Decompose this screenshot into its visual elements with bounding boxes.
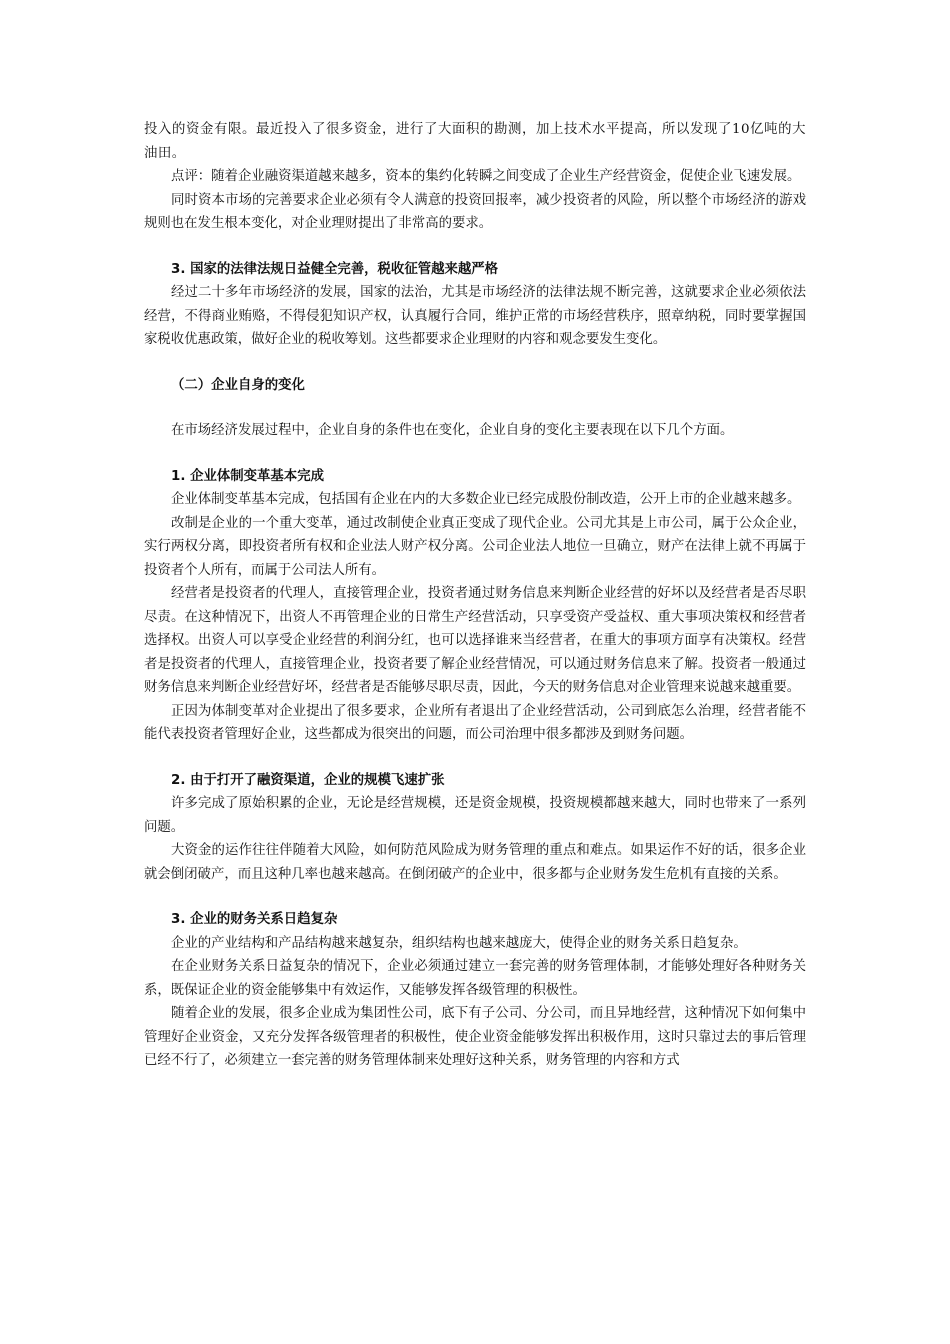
- paragraph-relations-1: 企业的产业结构和产品结构越来越复杂，组织结构也越来越庞大，使得企业的财务关系日趋复杂。: [171, 935, 747, 951]
- paragraph-intro: 在市场经济发展过程中，企业自身的条件也在变化，企业自身的变化主要表现在以下几个方面。: [171, 423, 734, 438]
- heading-reform: 1. 企业体制变革基本完成: [171, 468, 324, 484]
- paragraph-financing-2: 大资金的运作往往伴随着大风险，如何防范风险成为财务管理的重点和难点。如果运作不好的话，很多企业就会倒闭破产，而且这种几率也越来越高。在倒闭破产的企业中，很多都与企业财务发生危机有直接的关系。: [144, 843, 806, 882]
- spacer: [144, 236, 806, 258]
- paragraph-reform-2: 改制是企业的一个重大变革，通过改制使企业真正变成了现代企业。公司尤其是上市公司，属于公众企业，实行两权分离，即投资者所有权和企业法人财产权分离。公司企业法人地位一旦确立，财产在法律上就不再属于投资者个人所有，而属于公司法人所有。: [144, 515, 806, 578]
- spacer: [144, 886, 806, 908]
- paragraph-law: 经过二十多年市场经济的发展，国家的法治，尤其是市场经济的法律法规不断完善，这就要求企业必须依法经营，不得商业贿赂，不得侵犯知识产权，认真履行合同，维护正常的市场经营秩序，照章纳税，同时要掌握国家税收优惠政策，做好企业的税收筹划。这些都要求企业理财的内容和观念要发生变化。: [144, 285, 806, 347]
- heading-enterprise-changes: （二）企业自身的变化: [171, 377, 305, 393]
- paragraph-reform-4: 正因为体制变革对企业提出了很多要求，企业所有者退出了企业经营活动，公司到底怎么治理，经营者能不能代表投资者管理好企业，这些都成为很突出的问题，而公司治理中很多都涉及到财务问题。: [144, 703, 806, 742]
- spacer: [144, 397, 806, 419]
- paragraph-relations-2: 在企业财务关系日益复杂的情况下，企业必须通过建立一套完善的财务管理体制，才能够处理好各种财务关系，既保证企业的资金能够集中有效运作，又能够发挥各级管理的积极性。: [144, 959, 806, 998]
- paragraph-reform-3: 经营者是投资者的代理人，直接管理企业，投资者通过财务信息来判断企业经营的好坏以及经营者是否尽职尽责。在这种情况下，出资人不再管理企业的日常生产经营活动，只享受资产受益权、重大事项决策权和经营者选择权。出资人可以享受企业经营的利润分红，也可以选择谁来当经营者，在重大的事项方面享有决策权。经营者是投资者的代理人，直接管理企业，投资者要了解企业经营情况，可以通过财务信息来了解。投资者一般通过财务信息来判断企业经营好坏，经营者是否能够尽职尽责，因此，今天的财务信息对企业管理来说越来越重要。: [144, 586, 806, 695]
- spacer: [144, 352, 806, 374]
- heading-law-tax: 3. 国家的法律法规日益健全完善，税收征管越来越严格: [171, 261, 499, 277]
- paragraph-oilfield: 投入的资金有限。最近投入了很多资金，进行了大面积的勘测，加上技术水平提高，所以发现了10亿吨的大油田。: [144, 122, 806, 161]
- paragraph-reform-1: 企业体制变革基本完成，包括国有企业在内的大多数企业已经完成股份制改造，公开上市的企业越来越多。: [171, 492, 801, 507]
- paragraph-relations-3: 随着企业的发展，很多企业成为集团性公司，底下有子公司、分公司，而且异地经营，这种情况下如何集中管理好企业资金，又充分发挥各级管理者的积极性，使企业资金能够发挥出积极作用，这时只靠过去的事后管理已经不行了，必须建立一套完善的财务管理体制来处理好这种关系，财务管理的内容和方式: [144, 1006, 806, 1068]
- spacer: [144, 443, 806, 465]
- paragraph-financing-1: 许多完成了原始积累的企业，无论是经营规模，还是资金规模，投资规模都越来越大，同时也带来了一系列问题。: [144, 796, 806, 835]
- document-page: [144, 118, 806, 1073]
- heading-financial-relations: 3. 企业的财务关系日趋复杂: [171, 912, 338, 927]
- paragraph-comment: 点评：随着企业融资渠道越来越多，资本的集约化转瞬之间变成了企业生产经营资金，促使企业飞速发展。: [171, 169, 801, 184]
- heading-financing: 2. 由于打开了融资渠道，企业的规模飞速扩张: [171, 772, 445, 788]
- paragraph-capital-market: 同时资本市场的完善要求企业必须有令人满意的投资回报率，减少投资者的风险，所以整个市场经济的游戏规则也在发生根本变化，对企业理财提出了非常高的要求。: [144, 192, 806, 231]
- spacer: [144, 747, 806, 769]
